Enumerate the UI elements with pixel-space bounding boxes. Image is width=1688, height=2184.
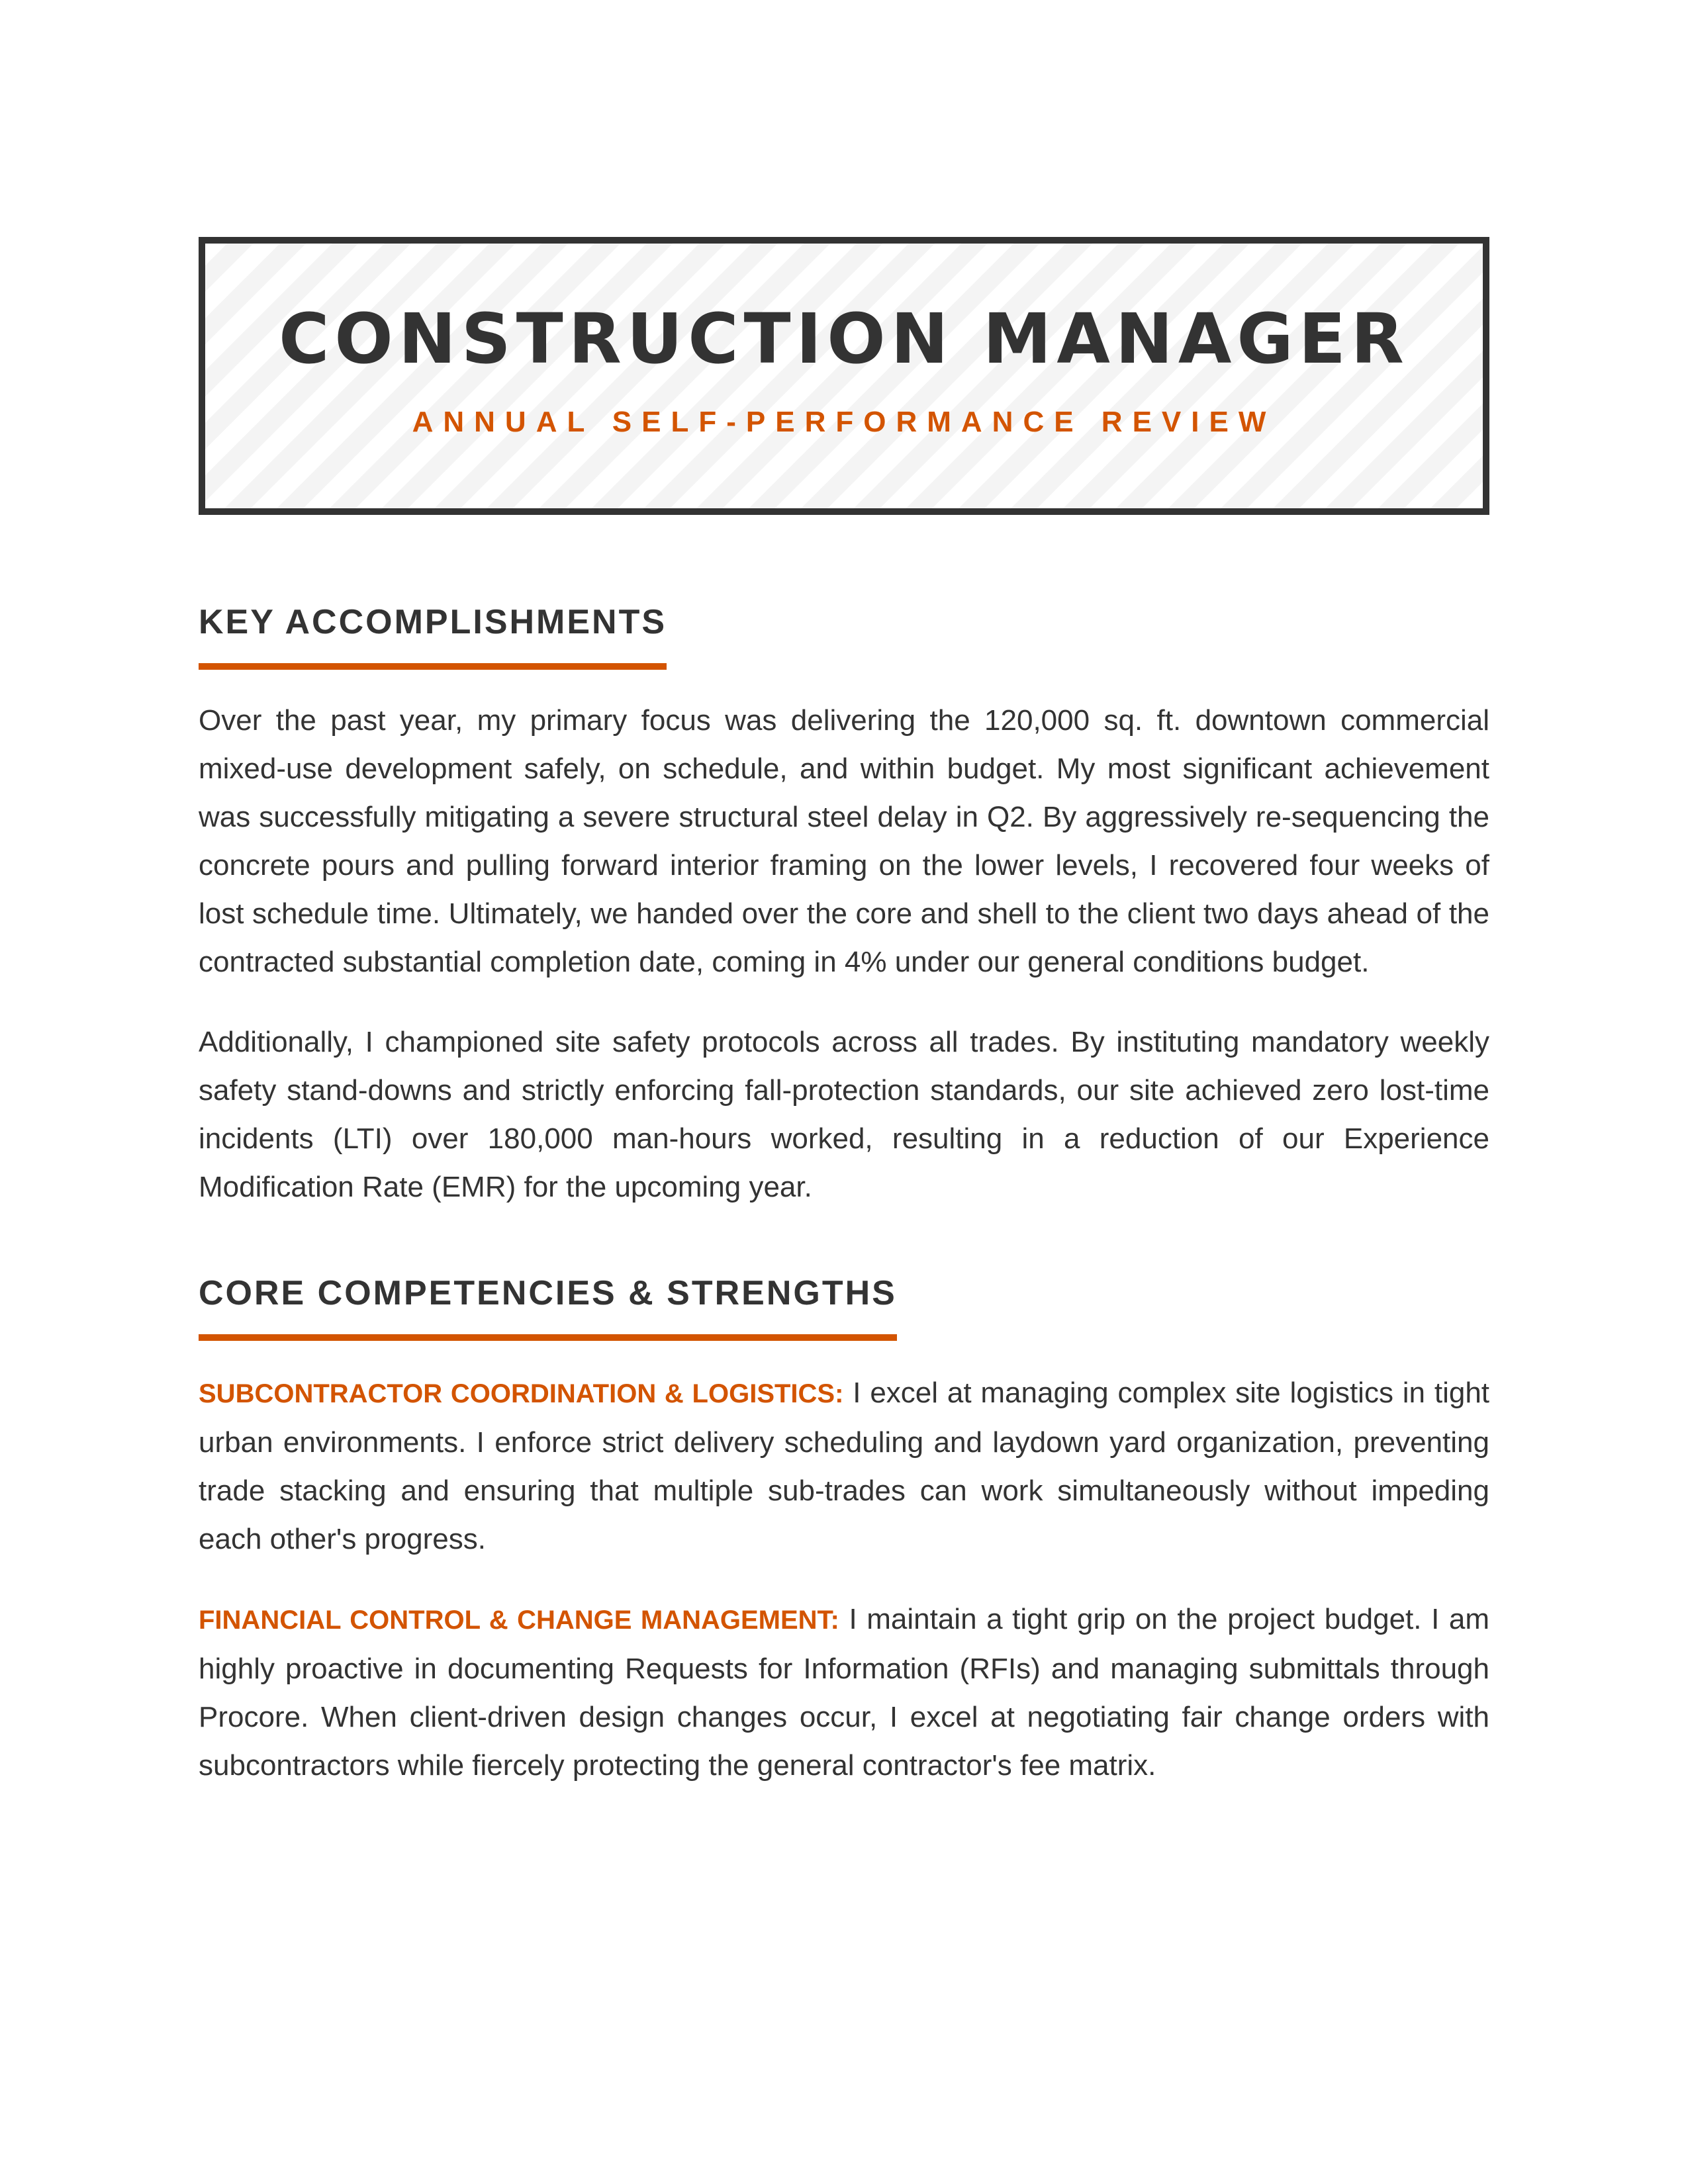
section-heading: CORE COMPETENCIES & STRENGTHS: [199, 1276, 897, 1341]
competency-item: [199, 1369, 1489, 1563]
section-heading: KEY ACCOMPLISHMENTS: [199, 605, 667, 670]
competency-text: I maintain a tight grip on the project budget. I am highly proactive in documenting Requests for Information (RFIs) and managing submittals through Procore. When client-driven design changes occur, I excel at negotiating fair change orders with subcontractors while fiercely protecting the general contractor's fee matrix.: [199, 1603, 1489, 1782]
competency-item: [199, 1595, 1489, 1790]
competency-text: I excel at managing complex site logistics in tight urban environments. I enforce strict delivery scheduling and laydown yard organization, preventing trade stacking and ensuring that multiple sub-trades can work simultaneously without impeding each other's progress.: [199, 1377, 1490, 1555]
competency-label: FINANCIAL CONTROL & CHANGE MANAGEMENT:: [199, 1606, 839, 1635]
title-banner: [199, 237, 1489, 515]
review-document: [199, 237, 1489, 1790]
section-key-accomplishments: [199, 605, 1489, 1211]
section-core-competencies: [199, 1276, 1489, 1790]
document-title: CONSTRUCTION MANAGER: [279, 298, 1409, 379]
document-subtitle: ANNUAL SELF-PERFORMANCE REVIEW: [412, 406, 1276, 438]
competency-label: SUBCONTRACTOR COORDINATION & LOGISTICS:: [199, 1379, 844, 1408]
paragraph: Over the past year, my primary focus was delivering the 120,000 sq. ft. downtown commercial mixed-use development safely, on schedule, and within budget. My most significant achievement was successfully mitigating a severe structural steel delay in Q2. By aggressively re-sequencing the concrete pours and pulling forward interior framing on the lower levels, I recovered four weeks of lost schedule time. Ultimately, we handed over the core and shell to the client two days ahead of the contracted substantial completion date, coming in 4% under our general conditions budget.: [199, 704, 1489, 978]
paragraph: Additionally, I championed site safety protocols across all trades. By instituting mandatory weekly safety stand-downs and strictly enforcing fall-protection standards, our site achieved zero lost-time incidents (LTI) over 180,000 man-hours worked, resulting in a reduction of our Experience Modification Rate (EMR) for the upcoming year.: [199, 1026, 1489, 1203]
